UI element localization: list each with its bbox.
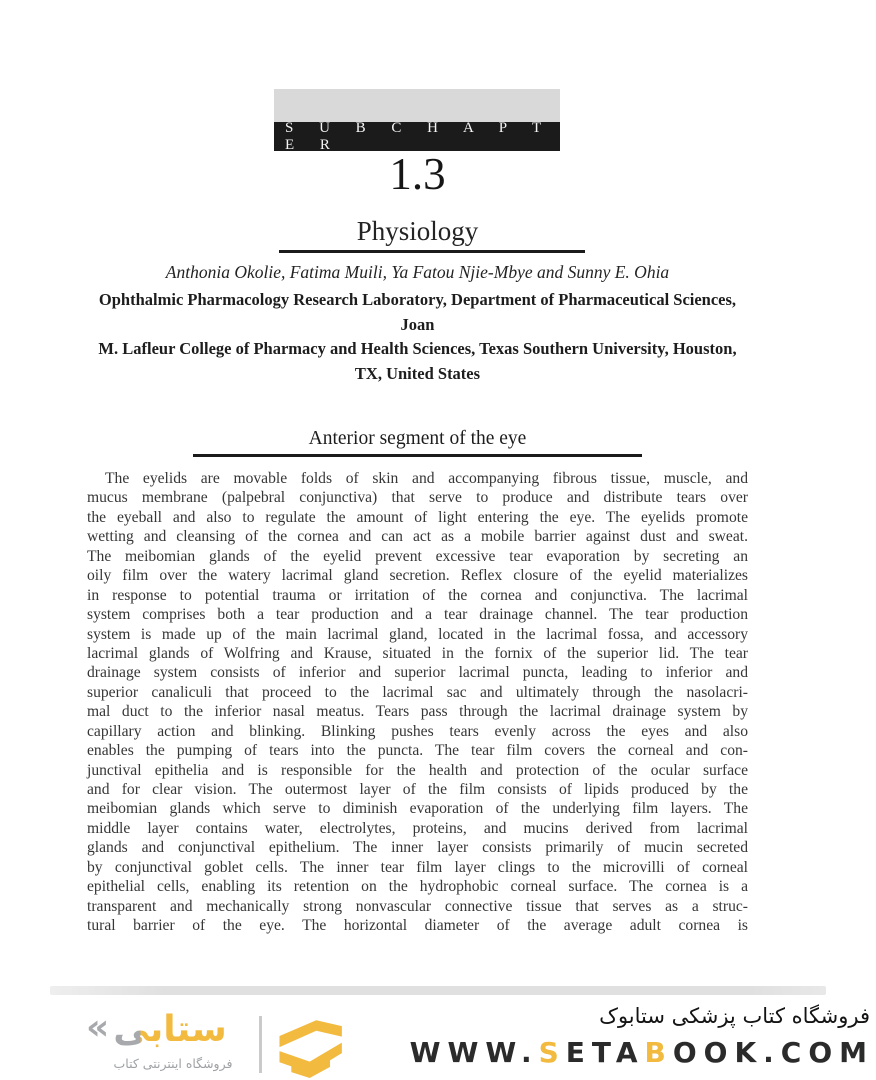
body-line: system is made up of the main lacrimal gland, located in the lacrimal fossa, and accessory (87, 625, 748, 643)
setabook-double-chevron-icon (270, 1015, 352, 1078)
body-line: meibomian glands which serve to diminish evaporation of the underlying film layers. The (87, 800, 748, 818)
footer-separator-strip (50, 986, 826, 995)
url-segment-yellow: B (644, 1036, 673, 1069)
body-line: oily film over the watery lacrimal gland secretion. Reflex closure of the eyelid materializes (87, 567, 748, 585)
subchapter-label: S U B C H A P T E R (285, 119, 552, 153)
body-line: lacrimal glands of Wolfring and Krause, situated in the fornix of the superior lid. The tear (87, 644, 748, 662)
body-paragraph (87, 469, 748, 936)
authors-line: Anthonia Okolie, Fatima Muili, Ya Fatou Njie-Mbye and Sunny E. Ohia (165, 262, 670, 282)
body-line: wetting and cleansing of the cornea and can act as a mobile barrier against dust and sweat. (87, 528, 748, 546)
footer-divider (259, 1016, 262, 1073)
body-line: and for clear vision. The outermost layer of the film consists of lipids produced by the (87, 781, 748, 798)
body-line: transparent and mechanically strong nonvascular connective tissue that serves as a struc- (87, 897, 748, 915)
page-title: Physiology (356, 216, 479, 246)
affiliation-line: M. Lafleur College of Pharmacy and Health Sciences, Texas Southern University, Houston, (98, 339, 737, 358)
body-line: junctival epithelia and is responsible for the health and protection of the ocular surface (87, 761, 748, 779)
chapter-head-gray-box (274, 89, 560, 122)
body-line: tural barrier of the eye. The horizontal diameter of the average adult cornea is (87, 917, 748, 935)
body-line: mal duct to the inferior nasal meatus. Tears pass through the lacrimal drainage system by (87, 703, 748, 721)
body-line: glands and conjunctival epithelium. The inner layer consists primarily of mucin secreted (87, 839, 748, 857)
title-underline (279, 250, 585, 253)
body-line: drainage system consists of inferior and superior lacrimal puncta, leading to inferior and (87, 664, 748, 682)
store-name-fa: فروشگاه کتاب پزشکی ستابوک (599, 1004, 870, 1028)
affiliation-line: Ophthalmic Pharmacology Research Laboratory, Department of Pharmaceutical Sciences, Joan (98, 290, 737, 334)
body-line: system comprises both a tear production and a tear drainage channel. The tear production (87, 606, 748, 624)
logo-tagline: فروشگاه اینترنتی کتاب (113, 1056, 233, 1071)
body-line: epithelial cells, enabling its retention on the hydrophobic corneal surface. The cornea is a (87, 878, 748, 896)
section-heading: Anterior segment of the eye (308, 428, 527, 449)
body-line: enables the pumping of tears into the puncta. The tear film covers the corneal and con- (87, 742, 748, 760)
chapter-number: 1.3 (389, 149, 446, 199)
affiliation-line: TX, United States (354, 363, 481, 383)
url-segment: OOK.COM (672, 1036, 874, 1069)
body-line: middle layer contains water, electrolytes, proteins, and mucins derived from lacrimal (87, 819, 748, 837)
body-line: mucus membrane (palpebral conjunctiva) that serve to produce and distribute tears over (87, 489, 748, 507)
body-line: in response to potential trauma or irritation of the cornea and conjunctiva. The lacrimal (87, 586, 748, 604)
chapter-head (274, 89, 560, 151)
url-segment-yellow: S (538, 1036, 566, 1069)
body-line: capillary action and blinking. Blinking pushes tears evenly across the eyes and also (87, 722, 748, 740)
body-line: superior canaliculi that proceed to the lacrimal sac and ultimately through the nasolacri- (87, 683, 748, 701)
url-segment: ETA (565, 1036, 645, 1069)
double-chevron-left-icon: « (86, 1006, 110, 1048)
body-line: by conjunctival goblet cells. The inner tear film layer clings to the microvilli of corneal (87, 858, 748, 876)
affiliation (87, 288, 748, 386)
body-line: The meibomian glands of the eyelid prevent excessive tear evaporation by secreting an (87, 547, 748, 565)
subchapter-banner (274, 119, 560, 153)
setabook-logo (86, 1008, 227, 1051)
site-url (410, 1036, 874, 1069)
url-segment: WWW. (409, 1036, 539, 1069)
body-line: the eyeball and also to regulate the amount of light entering the eye. The eyelids promote (87, 508, 748, 526)
section-heading-underline (193, 454, 642, 457)
setabook-wordmark-fa: ستابی (113, 1009, 227, 1050)
body-line: The eyelids are movable folds of skin and accompanying fibrous tissue, muscle, and (105, 470, 748, 487)
